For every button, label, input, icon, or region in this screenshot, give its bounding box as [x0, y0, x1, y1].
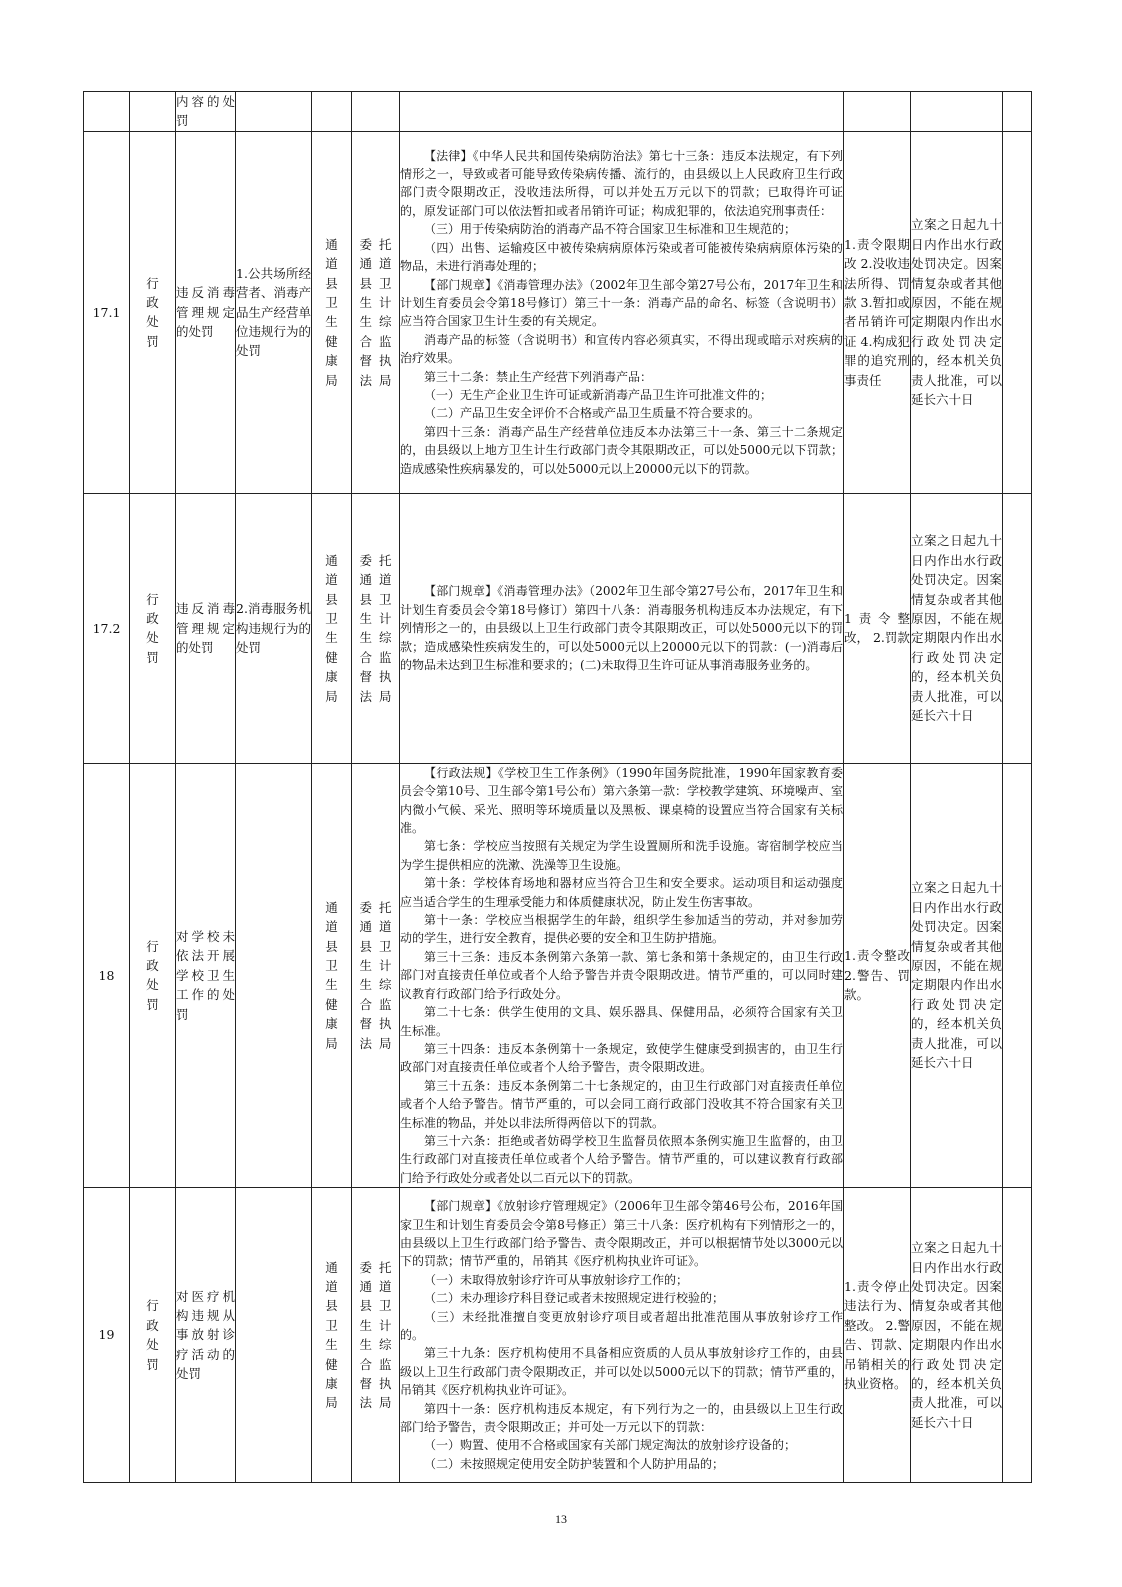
basis-paragraph: 消毒产品的标签（含说明书）和宣传内容必须真实，不得出现或暗示对疾病的治疗效果。 [400, 332, 843, 366]
basis-paragraph: 【部门规章】《放射诊疗管理规定》（2006年卫生部令第46号公布，2016年国家卫生和计划生育委员会令第8号修正）第三十八条：医疗机构有下列情形之一的，由县级以上卫生行政部门给予警告、责令限期改正，并可以根据情节处以3000元以下的罚款；情节严重的，吊销其《医疗机构执业许可证》。 [400, 1199, 843, 1269]
basis-paragraph: 第四十三条：消毒产品生产经营单位违反本办法第三十一条、第三十二条规定的，由县级以上地方卫生计生行政部门责令其限期改正，可以处5000元以下罚款；造成感染性疾病暴发的，可以处5000元以上20000元以下的罚款。 [400, 424, 843, 476]
remark [1003, 493, 1032, 763]
dept: 通道县卫生健康局 [325, 236, 338, 388]
basis-paragraph: （三）用于传染病防治的消毒产品不符合国家卫生标准和卫生规范的； [424, 222, 797, 237]
row-id: 17.1 [84, 131, 130, 493]
basis-paragraph: 第三十四条：违反本条例第十一条规定，致使学生健康受到损害的，由卫生行政部门对直接责任单位或者个人给予警告，责令限期改进。 [400, 1041, 843, 1075]
basis-paragraph: 【部门规章】《消毒管理办法》（2002年卫生部令第27号公布，2017年卫生和计划生育委员会令第18号修订）第三十一条：消毒产品的命名、标签（含说明书）应当符合国家卫生计生委的有关规定。 [400, 277, 843, 329]
table-row [84, 493, 1032, 763]
time-limit: 立案之日起九十日内作出水行政处罚决定。因案情复杂或者其他原因，不能在规定期限内作出水行政处罚决定的，经本机关负责人批准，可以延长六十日 [911, 533, 1002, 723]
basis-paragraph: 第三十六条：拒绝或者妨碍学校卫生监督员依照本条例实施卫生监督的，由卫生行政部门对直接责任单位或者个人给予警告。情节严重的，可以建议教育行政部门给予行政处分或者处以二百元以下的罚款。 [400, 1133, 843, 1185]
remark [1003, 92, 1032, 132]
table-row [84, 92, 1032, 132]
row-id: 19 [84, 1188, 130, 1483]
basis-paragraph: （二）产品卫生安全评价不合格或产品卫生质量不符合要求的。 [424, 406, 761, 421]
basis-paragraph: 第三十二条：禁止生产经营下列消毒产品： [424, 369, 653, 384]
item-name: 违反消毒管理规定的处罚 [176, 601, 235, 656]
remark [1003, 1188, 1032, 1483]
legal-basis [400, 493, 844, 763]
legal-basis [400, 763, 844, 1187]
penalty-result: 1.责令整改 2.警告、罚款。 [844, 948, 910, 1003]
basis-paragraph: （二）未按照规定使用安全防护装置和个人防护用品的； [424, 1456, 725, 1471]
table-row [84, 131, 1032, 493]
penalty-type: 行政处罚 [146, 275, 159, 349]
time-limit: 立案之日起九十日内作出水行政处罚决定。因案情复杂或者其他原因，不能在规定期限内作出水行政处罚决定的，经本机关负责人批准，可以延长六十日 [911, 880, 1002, 1071]
item-name: 违反消毒管理规定的处罚 [176, 285, 235, 340]
item-name: 对学校未依法开展学校卫生工作的处罚 [176, 928, 235, 1022]
penalty-type: 行政处罚 [146, 1298, 159, 1372]
row-id [84, 92, 130, 132]
basis-paragraph: （一）购置、使用不合格或国家有关部门规定淘汰的放射诊疗设备的； [424, 1438, 797, 1453]
penalty-result: 1责令整改， 2.罚款 [844, 610, 910, 646]
dept: 通道县卫生健康局 [325, 552, 338, 704]
dept: 通道县卫生健康局 [325, 899, 338, 1051]
entrusted-unit: 委托通道县卫生计生综合监督执法局 [359, 899, 392, 1051]
basis-paragraph: （二）未办理诊疗科目登记或者未按照规定进行校验的； [424, 1291, 725, 1306]
row-id: 17.2 [84, 493, 130, 763]
sub-item: 2.消毒服务机构违规行为的处罚 [236, 601, 312, 656]
table-row [84, 1188, 1032, 1483]
page-number: 13 [555, 1512, 567, 1526]
basis-paragraph: 第七条：学校应当按照有关规定为学生设置厕所和洗手设施。寄宿制学校应当为学生提供相应的洗漱、洗澡等卫生设施。 [400, 839, 843, 872]
remark [1003, 131, 1032, 493]
penalty-result: 1.责令停止违法行为、整改。 2.警告、罚款、吊销相关的执业资格。 [844, 1278, 910, 1391]
basis-paragraph: 第三十九条：医疗机构使用不具备相应资质的人员从事放射诊疗工作的，由县级以上卫生行政部门责令限期改正，并可以处以5000元以下的罚款；情节严重的，吊销其《医疗机构执业许可证》。 [400, 1346, 843, 1398]
basis-paragraph: 第三十五条：违反本条例第二十七条规定的，由卫生行政部门对直接责任单位或者个人给予警告。情节严重的，可以会同工商行政部门没收其不符合国家有关卫生标准的物品，并处以非法所得两倍以下的罚款。 [400, 1078, 843, 1130]
basis-paragraph: 第十一条：学校应当根据学生的年龄，组织学生参加适当的劳动，并对参加劳动的学生，进行安全教育，提供必要的安全和卫生防护措施。 [400, 913, 843, 946]
entrusted-unit: 委托通道县卫生计生综合监督执法局 [359, 552, 392, 704]
dept: 通道县卫生健康局 [325, 1259, 338, 1411]
basis-paragraph: 第三十三条：违反本条例第六条第一款、第七条和第十条规定的，由卫生行政部门对直接责任单位或者个人给予警告并责令限期改进。情节严重的，可以同时建议教育行政部门给予行政处分。 [400, 949, 843, 1001]
row-id: 18 [84, 763, 130, 1187]
basis-paragraph: 第十条：学校体育场地和器材应当符合卫生和安全要求。运动项目和运动强度应当适合学生的生理承受能力和体质健康状况，防止发生伤害事故。 [400, 876, 843, 909]
item-name: 内容的处罚 [176, 94, 235, 129]
table-row [84, 763, 1032, 1187]
basis-paragraph: （三）未经批准擅自变更放射诊疗项目或者超出批准范围从事放射诊疗工作的。 [400, 1309, 843, 1342]
basis-paragraph: 【法律】《中华人民共和国传染病防治法》第七十三条：违反本法规定，有下列情形之一，导致或者可能导致传染病传播、流行的，由县级以上人民政府卫生行政部门责令限期改正，没收违法所得，可以并处五万元以下的罚款；已取得许可证的，原发证部门可以依法暂扣或者吊销许可证；构成犯罪的，依法追究刑事责任： [400, 148, 843, 218]
basis-paragraph: 第二十七条：供学生使用的文具、娱乐器具、保健用品，必须符合国家有关卫生标准。 [400, 1005, 843, 1038]
item-name: 对医疗机构违规从事放射诊疗活动的处罚 [176, 1288, 235, 1382]
legal-basis [400, 1188, 844, 1483]
penalty-type: 行政处罚 [146, 591, 159, 665]
basis-paragraph: 【行政法规】《学校卫生工作条例》（1990年国务院批准，1990年国家教育委员会令第10号、卫生部令第1号公布）第六条第一款：学校教学建筑、环境噪声、室内微小气候、采光、照明等环境质量以及黑板、课桌椅的设置应当符合国家有关标准。 [400, 765, 843, 836]
legal-basis [400, 131, 844, 493]
basis-paragraph: 第四十一条：医疗机构违反本规定，有下列行为之一的，由县级以上卫生行政部门给予警告，责令限期改正；并可处一万元以下的罚款： [400, 1401, 843, 1434]
penalty-result: 1.责令限期改 2.没收违法所得、罚款 3.暂扣或者吊销许可证 4.构成犯罪的追究刑事责任 [844, 236, 910, 388]
entrusted-unit: 委托通道县卫生计生综合监督执法局 [359, 1259, 392, 1411]
basis-paragraph: （四）出售、运输疫区中被传染病病原体污染或者可能被传染病病原体污染的物品，未进行消毒处理的； [400, 240, 843, 274]
sub-item: 1.公共场所经营者、消毒产品生产经营单位违规行为的处罚 [236, 265, 312, 359]
remark [1003, 763, 1032, 1187]
basis-paragraph: （一）无生产企业卫生许可证或新消毒产品卫生许可批准文件的； [424, 387, 773, 402]
time-limit: 立案之日起九十日内作出水行政处罚决定。因案情复杂或者其他原因，不能在规定期限内作出水行政处罚决定的，经本机关负责人批准，可以延长六十日 [911, 217, 1002, 407]
legal-basis [400, 92, 844, 132]
penalty-table [83, 91, 1032, 1483]
entrusted-unit: 委托通道县卫生计生综合监督执法局 [359, 236, 392, 388]
penalty-type: 行政处罚 [146, 938, 159, 1012]
time-limit: 立案之日起九十日内作出水行政处罚决定。因案情复杂或者其他原因，不能在规定期限内作出水行政处罚决定的，经本机关负责人批准，可以延长六十日 [911, 1240, 1002, 1430]
basis-paragraph: （一）未取得放射诊疗许可从事放射诊疗工作的； [424, 1272, 689, 1287]
basis-paragraph: 【部门规章】《消毒管理办法》（2002年卫生部令第27号公布，2017年卫生和计划生育委员会令第18号修订）第四十八条：消毒服务机构违反本办法规定，有下列情形之一的，由县级以上卫生行政部门责令其限期改正，可以处5000元以下的罚款；造成感染性疾病发生的，可以处5000元以上20000元以下的罚款：(一)消毒后的物品未达到卫生标准和要求的；(二)未取得卫生许可证从事消毒服务业务的。 [400, 584, 843, 672]
